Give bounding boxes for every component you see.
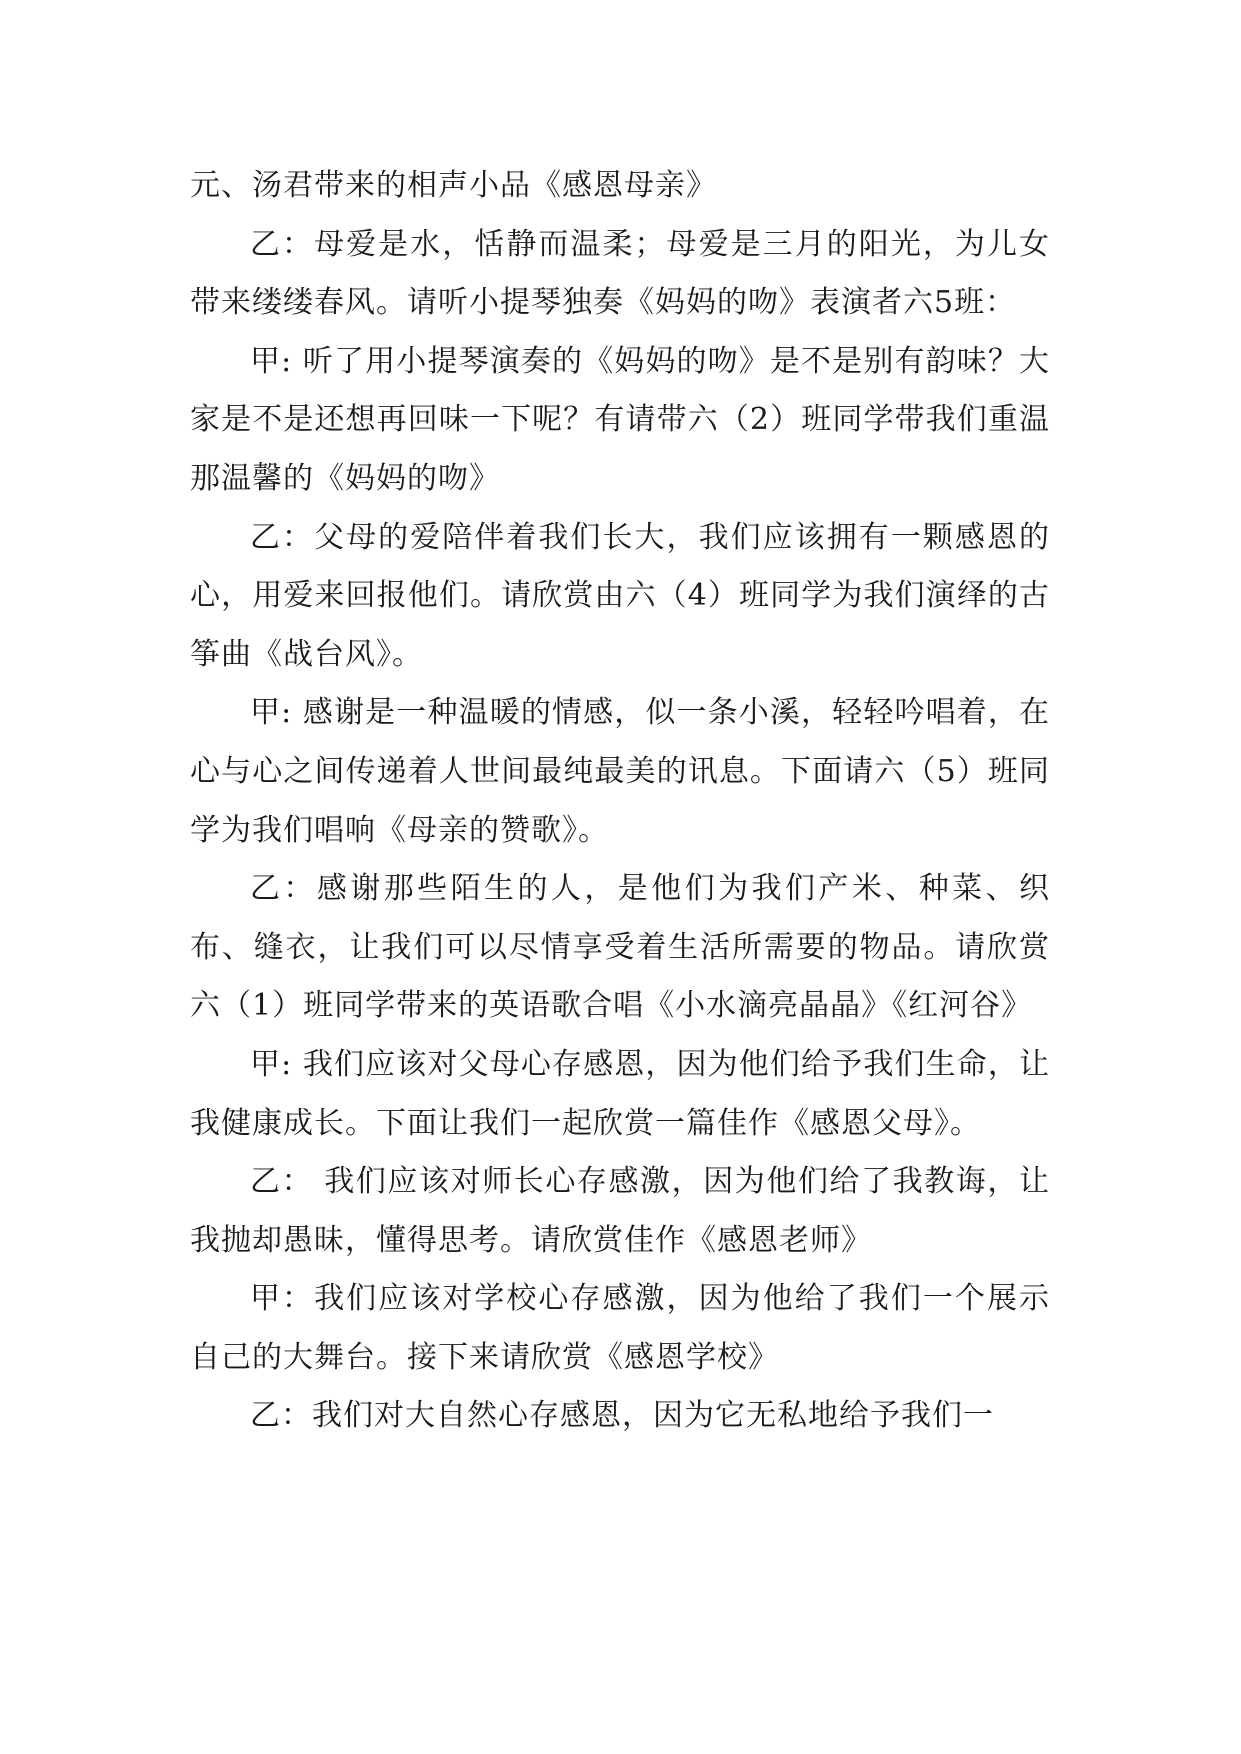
- paragraph: 乙：我们对大自然心存感恩，因为它无私地给予我们一: [250, 1398, 994, 1434]
- document-body: [190, 157, 1050, 1446]
- paragraph: 甲：我们应该对学校心存感激，因为他给了我们一个展示自己的大舞台。接下来请欣赏《感恩学校》: [190, 1281, 1050, 1375]
- paragraph: 甲: 听了用小提琴演奏的《妈妈的吻》是不是别有韵味？大家是不是还想再回味一下呢？有请带六（2）班同学带我们重温那温馨的《妈妈的吻》: [190, 343, 1050, 496]
- paragraph: 乙：父母的爱陪伴着我们长大，我们应该拥有一颗感恩的心，用爱来回报他们。请欣赏由六（4）班同学为我们演绎的古筝曲《战台风》。: [190, 519, 1050, 672]
- paragraph: 甲: 我们应该对父母心存感恩，因为他们给予我们生命，让我健康成长。下面让我们一起欣赏一篇佳作《感恩父母》。: [190, 1046, 1050, 1141]
- paragraph: 乙： 我们应该对师长心存感激，因为他们给了我教诲，让我抛却愚昧，懂得思考。请欣赏佳作《感恩老师》: [190, 1164, 1050, 1258]
- paragraph: 甲: 感谢是一种温暖的情感，似一条小溪，轻轻吟唱着，在心与心之间传递着人世间最纯最美的讯息。下面请六（5）班同学为我们唱响《母亲的赞歌》。: [190, 695, 1050, 848]
- paragraph: 元、汤君带来的相声小品《感恩母亲》: [190, 168, 717, 203]
- paragraph: 乙：母爱是水，恬静而温柔；母爱是三月的阳光，为儿女带来缕缕春风。请听小提琴独奏《妈妈的吻》表演者六5班：: [190, 226, 1050, 321]
- paragraph: 乙：感谢那些陌生的人，是他们为我们产米、种菜、织布、缝衣，让我们可以尽情享受着生活所需要的物品。请欣赏六（1）班同学带来的英语歌合唱《小水滴亮晶晶》《红河谷》: [190, 871, 1050, 1024]
